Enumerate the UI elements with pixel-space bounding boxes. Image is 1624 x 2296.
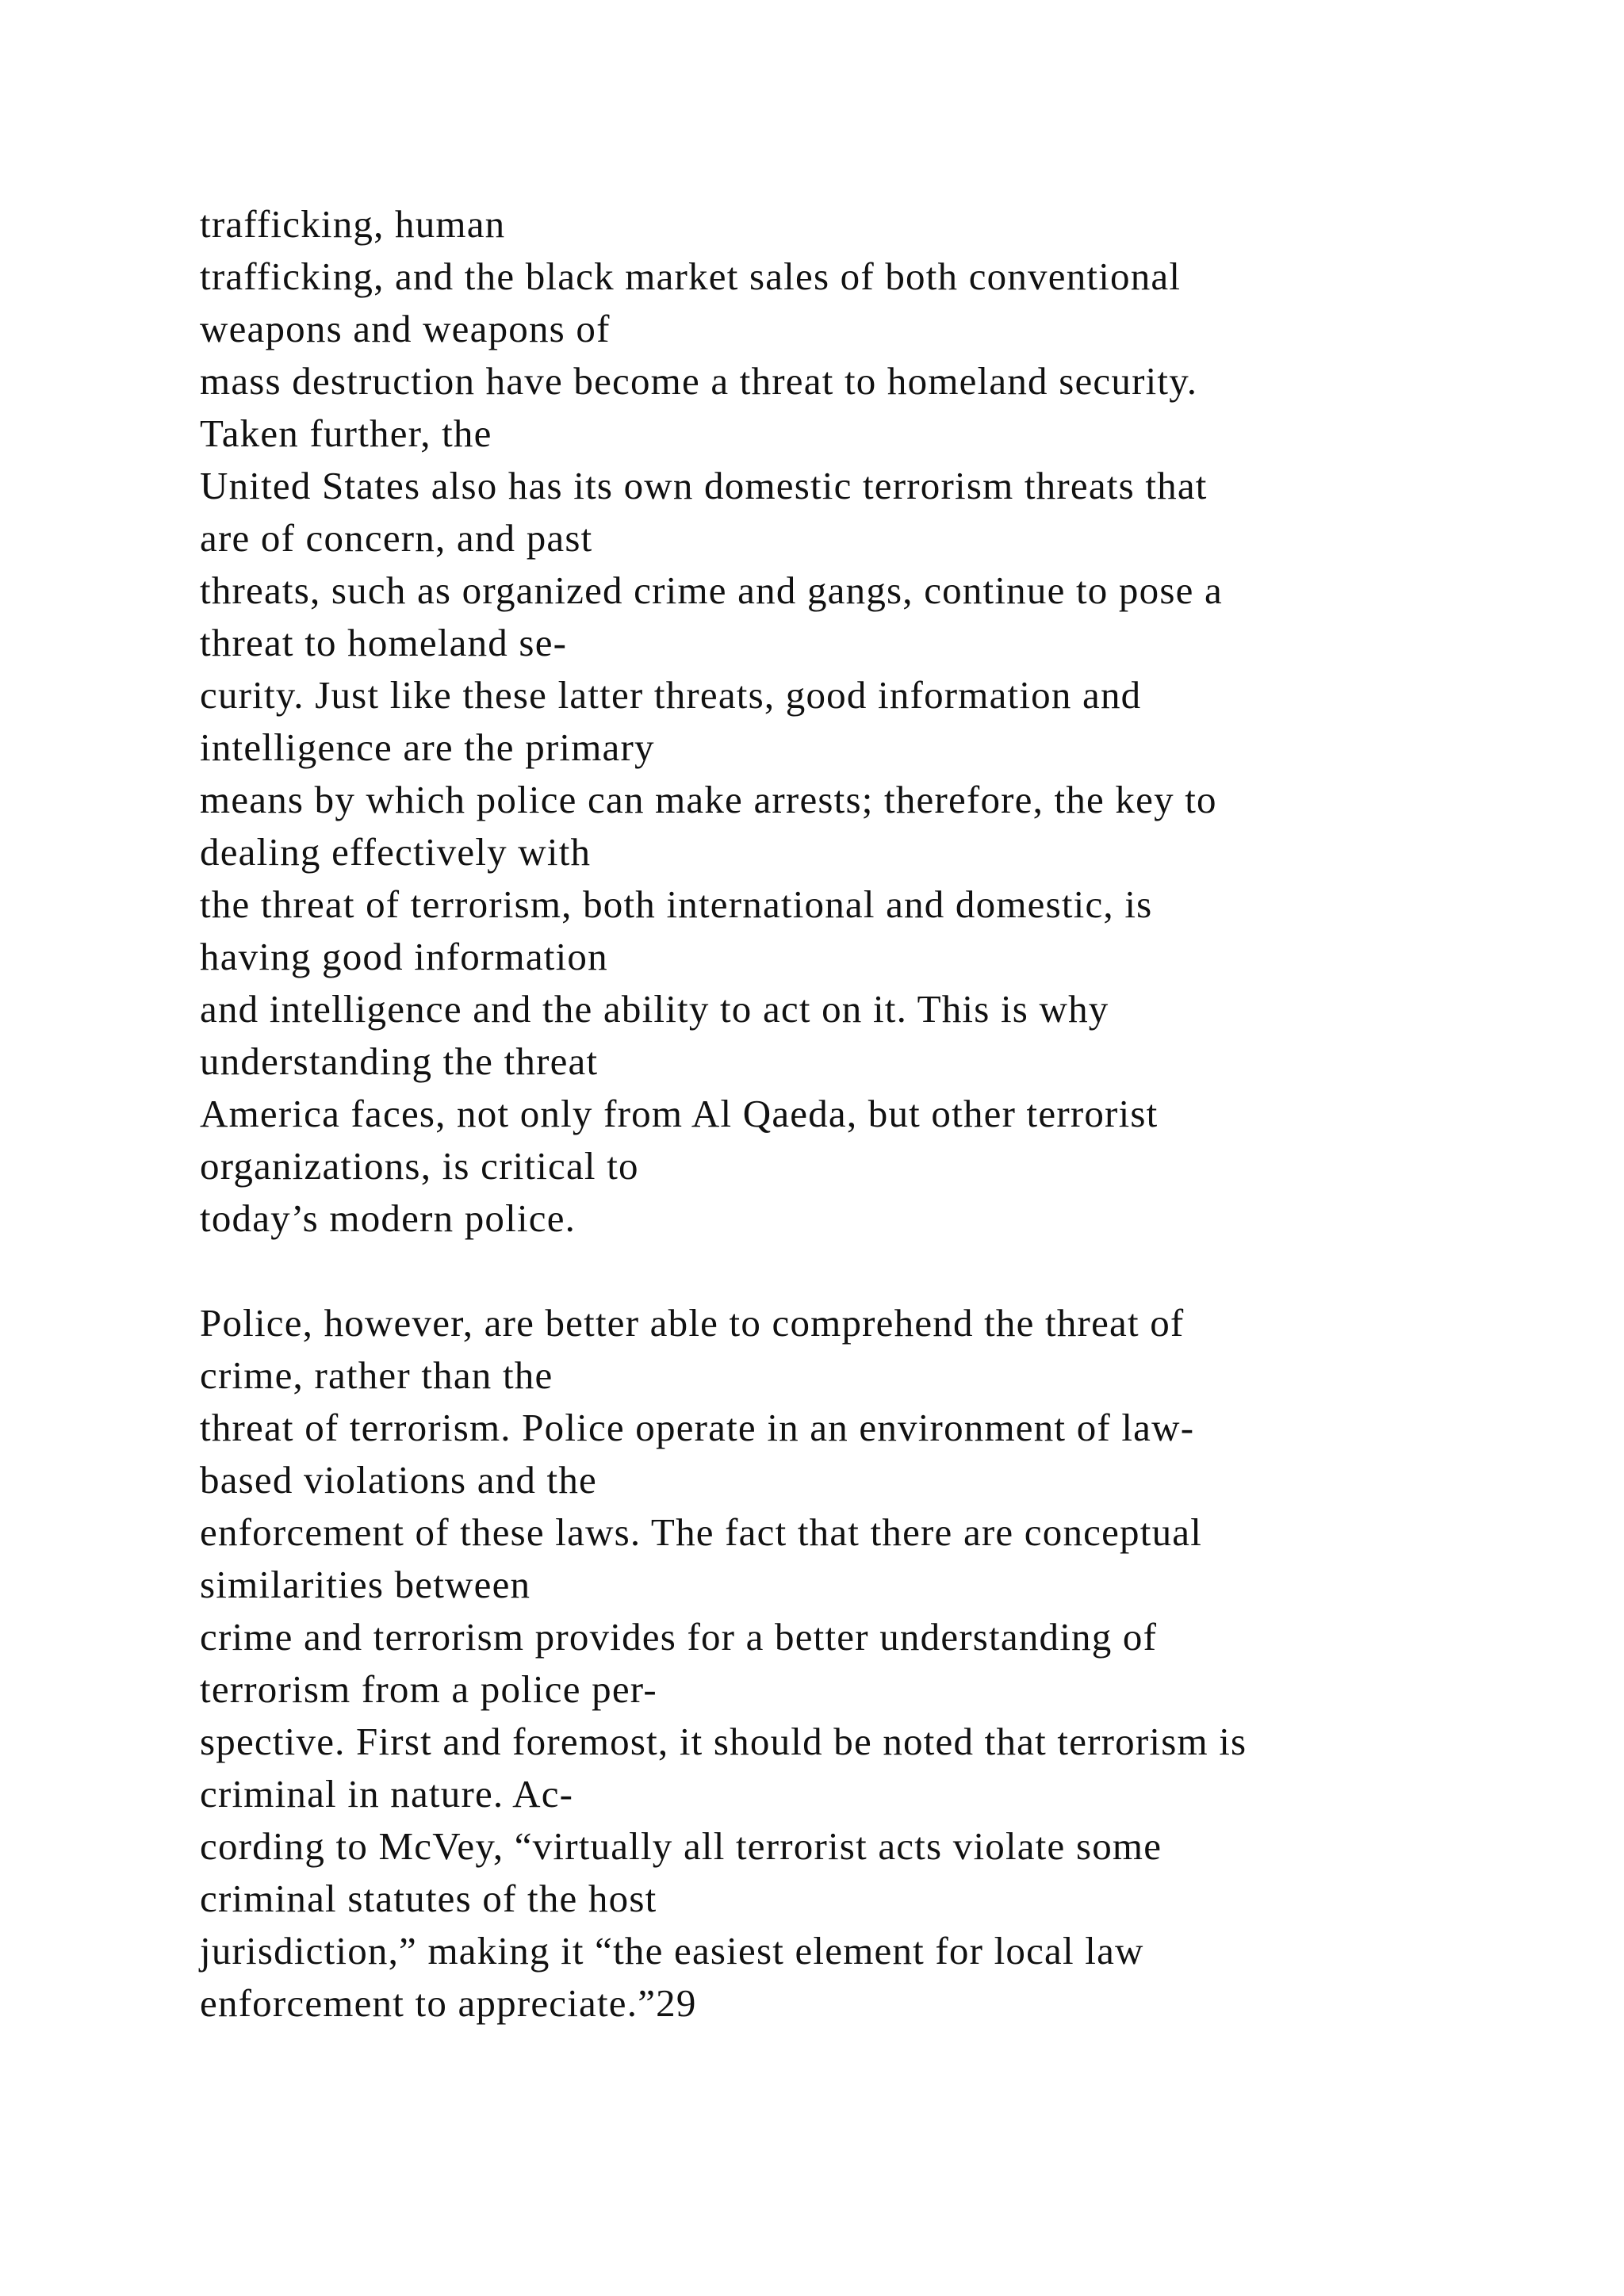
text-line: criminal in nature. Ac- <box>200 1772 574 1816</box>
text-line: United States also has its own domestic terrorism threats that <box>200 464 1208 507</box>
text-line: based violations and the <box>200 1458 597 1502</box>
text-line: means by which police can make arrests; therefore, the key to <box>200 778 1217 821</box>
text-line: weapons and weapons of <box>200 307 611 350</box>
text-line: having good information <box>200 935 608 978</box>
text-line: curity. Just like these latter threats, good information and <box>200 673 1142 717</box>
text-line: jurisdiction,” making it “the easiest element for local law <box>200 1929 1144 1973</box>
text-line: today’s modern police. <box>200 1196 576 1240</box>
text-line: Taken further, the <box>200 411 492 455</box>
text-line: dealing effectively with <box>200 830 592 874</box>
text-line: crime and terrorism provides for a better understanding of <box>200 1615 1158 1659</box>
text-line: trafficking, human <box>200 202 506 246</box>
paragraph-gap <box>200 1245 1611 1297</box>
text-line: mass destruction have become a threat to homeland security. <box>200 359 1198 403</box>
text-line: America faces, not only from Al Qaeda, but other terrorist <box>200 1092 1159 1135</box>
text-line: understanding the threat <box>200 1039 599 1083</box>
text-line: enforcement to appreciate.”29 <box>200 1981 697 2025</box>
text-line: threat to homeland se- <box>200 621 568 664</box>
paragraph-1 <box>200 198 1611 1245</box>
text-line: are of concern, and past <box>200 516 593 560</box>
text-line: Police, however, are better able to comprehend the threat of <box>200 1301 1185 1345</box>
text-line: the threat of terrorism, both international and domestic, is <box>200 882 1153 926</box>
text-line: intelligence are the primary <box>200 725 655 769</box>
text-line: organizations, is critical to <box>200 1144 639 1188</box>
paragraph-2 <box>200 1297 1611 2030</box>
text-line: threats, such as organized crime and gangs, continue to pose a <box>200 568 1223 612</box>
text-line: and intelligence and the ability to act on it. This is why <box>200 987 1109 1031</box>
text-line: similarities between <box>200 1563 531 1606</box>
text-line: enforcement of these laws. The fact that there are conceptual <box>200 1510 1203 1554</box>
text-line: threat of terrorism. Police operate in an environment of law- <box>200 1406 1195 1449</box>
text-line: crime, rather than the <box>200 1353 553 1397</box>
text-line: trafficking, and the black market sales of both conventional <box>200 254 1182 298</box>
text-line: terrorism from a police per- <box>200 1667 657 1711</box>
body-text <box>200 198 1611 2030</box>
text-line: spective. First and foremost, it should be noted that terrorism is <box>200 1720 1247 1763</box>
text-line: cording to McVey, “virtually all terrorist acts violate some <box>200 1824 1162 1868</box>
text-line: criminal statutes of the host <box>200 1877 657 1920</box>
